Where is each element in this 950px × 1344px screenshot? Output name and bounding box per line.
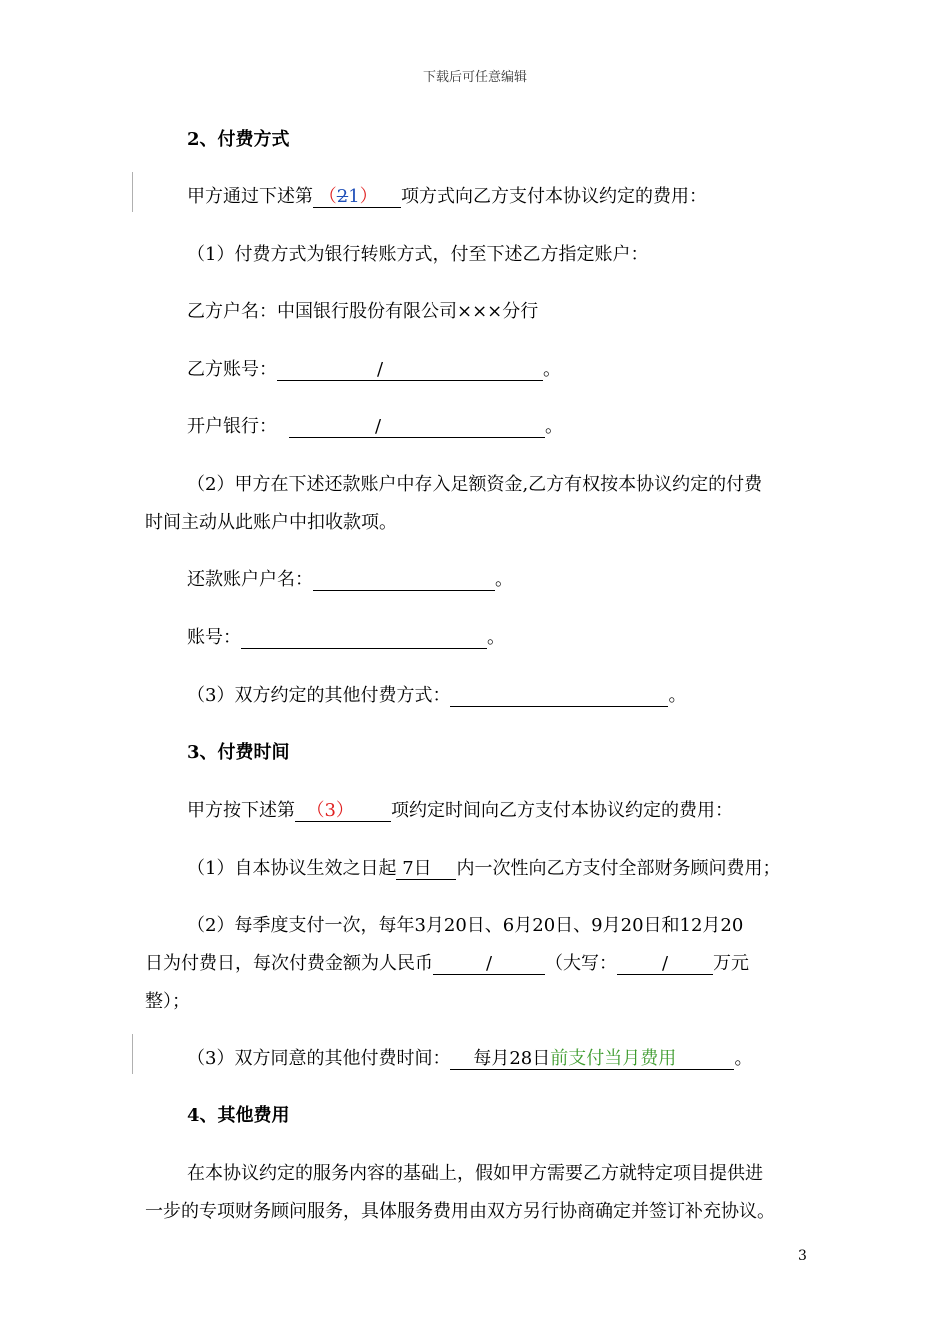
page-number: 3: [798, 1248, 807, 1264]
s3-i3-value: 每月28日: [473, 1048, 551, 1069]
revision-bar: [132, 172, 133, 212]
s3-i1-pre: （1）自本协议生效之日起: [187, 858, 397, 879]
s2-repay-name: [187, 569, 513, 591]
s2-repay-no-field: [241, 628, 487, 649]
s2-item-2-line-2: 时间主动从此账户中扣收款项。: [145, 512, 397, 533]
s3-i1-days-field: [396, 859, 456, 880]
s3-item-1: [187, 858, 780, 880]
s3-i3-pre: （3）双方同意的其他付费时间：: [187, 1048, 451, 1069]
s2-item-2-line-1: （2）甲方在下述还款账户中存入足额资金,乙方有权按本协议约定的付费: [187, 474, 763, 495]
s4-line-2: 一步的专项财务顾问服务，具体服务费用由双方另行协商确定并签订补充协议。: [145, 1201, 775, 1222]
s2-bank-label: 开户银行：: [187, 416, 277, 437]
s2-acct-no-field: [277, 360, 543, 381]
s2-p1-pre: 甲方通过下述第: [187, 186, 313, 207]
s2-p1-blank: [313, 187, 401, 208]
s3-item-2-line-1: （2）每季度支付一次，每年3月20日、6月20日、9月20日和12月20: [187, 915, 744, 936]
s2-bank-field: [289, 417, 545, 438]
s2-repay-name-field: [313, 570, 495, 591]
s3-p1-blank: [295, 801, 391, 822]
s3-i2-mid: （大写：: [545, 953, 617, 974]
s3-i2-amount: /: [433, 954, 545, 975]
period: 。: [734, 1048, 753, 1069]
s3-p1-pre: 甲方按下述第: [187, 800, 295, 821]
s3-item-2-line-2: [145, 953, 749, 975]
period: 。: [495, 569, 513, 590]
s2-p1-num: 1: [348, 186, 360, 207]
s3-i1-post: 内一次性向乙方支付全部财务顾问费用；: [456, 858, 781, 879]
period: 。: [487, 627, 505, 648]
s3-i3-field: [450, 1049, 734, 1070]
s2-repay-no-label: 账号：: [187, 627, 241, 648]
s3-item-3: [187, 1048, 752, 1070]
s2-p1-post: 项方式向乙方支付本协议约定的费用：: [401, 186, 707, 207]
s2-p1-num-deleted: 2: [336, 186, 349, 207]
s2-acct-no-label: 乙方账号：: [187, 359, 277, 380]
s3-i1-days: 7日: [402, 858, 432, 879]
s2-i3-label: （3）双方约定的其他付费方式：: [187, 685, 451, 706]
s2-p1-open: （: [318, 186, 337, 207]
s4-line-1: 在本协议约定的服务内容的基础上，假如甲方需要乙方就特定项目提供进: [187, 1163, 763, 1184]
period: 。: [668, 685, 687, 706]
s3-i3-value-inserted: 前支付当月费用: [550, 1048, 677, 1069]
s2-repay-number: [187, 627, 505, 649]
page-header: 下载后可任意编辑: [422, 70, 527, 85]
s2-paragraph-1: [187, 186, 707, 208]
s2-p1-close: ）: [359, 186, 378, 207]
section-2-heading: 2、付费方式: [187, 129, 290, 150]
period: 。: [545, 416, 563, 437]
s3-i2-pre: 日为付费日，每次付费金额为人民币: [145, 953, 433, 974]
s2-bank: [187, 416, 563, 438]
s3-paragraph-1: [187, 800, 733, 822]
s3-p1-post: 项约定时间向乙方支付本协议约定的费用：: [391, 800, 733, 821]
s3-i2-post: 万元: [713, 953, 749, 974]
section-4-heading: 4、其他费用: [187, 1105, 290, 1126]
s2-bank-value: /: [375, 416, 382, 437]
s3-i2-amount-cn: /: [617, 954, 713, 975]
section-3-heading: 3、付费时间: [187, 742, 290, 763]
s2-i3-field: [450, 686, 668, 707]
revision-bar: [132, 1034, 133, 1074]
s2-account-name: 乙方户名：中国银行股份有限公司×××分行: [187, 301, 539, 322]
s3-item-2-line-3: 整）；: [145, 991, 190, 1012]
s3-p1-num: （3）: [306, 800, 354, 821]
s2-acct-no-value: /: [377, 359, 384, 380]
s2-repay-name-label: 还款账户户名：: [187, 569, 313, 590]
s2-item-1: （1）付费方式为银行转账方式，付至下述乙方指定账户：: [187, 244, 649, 265]
s2-item-3: [187, 685, 686, 707]
s2-account-number: [187, 359, 561, 381]
period: 。: [543, 359, 561, 380]
